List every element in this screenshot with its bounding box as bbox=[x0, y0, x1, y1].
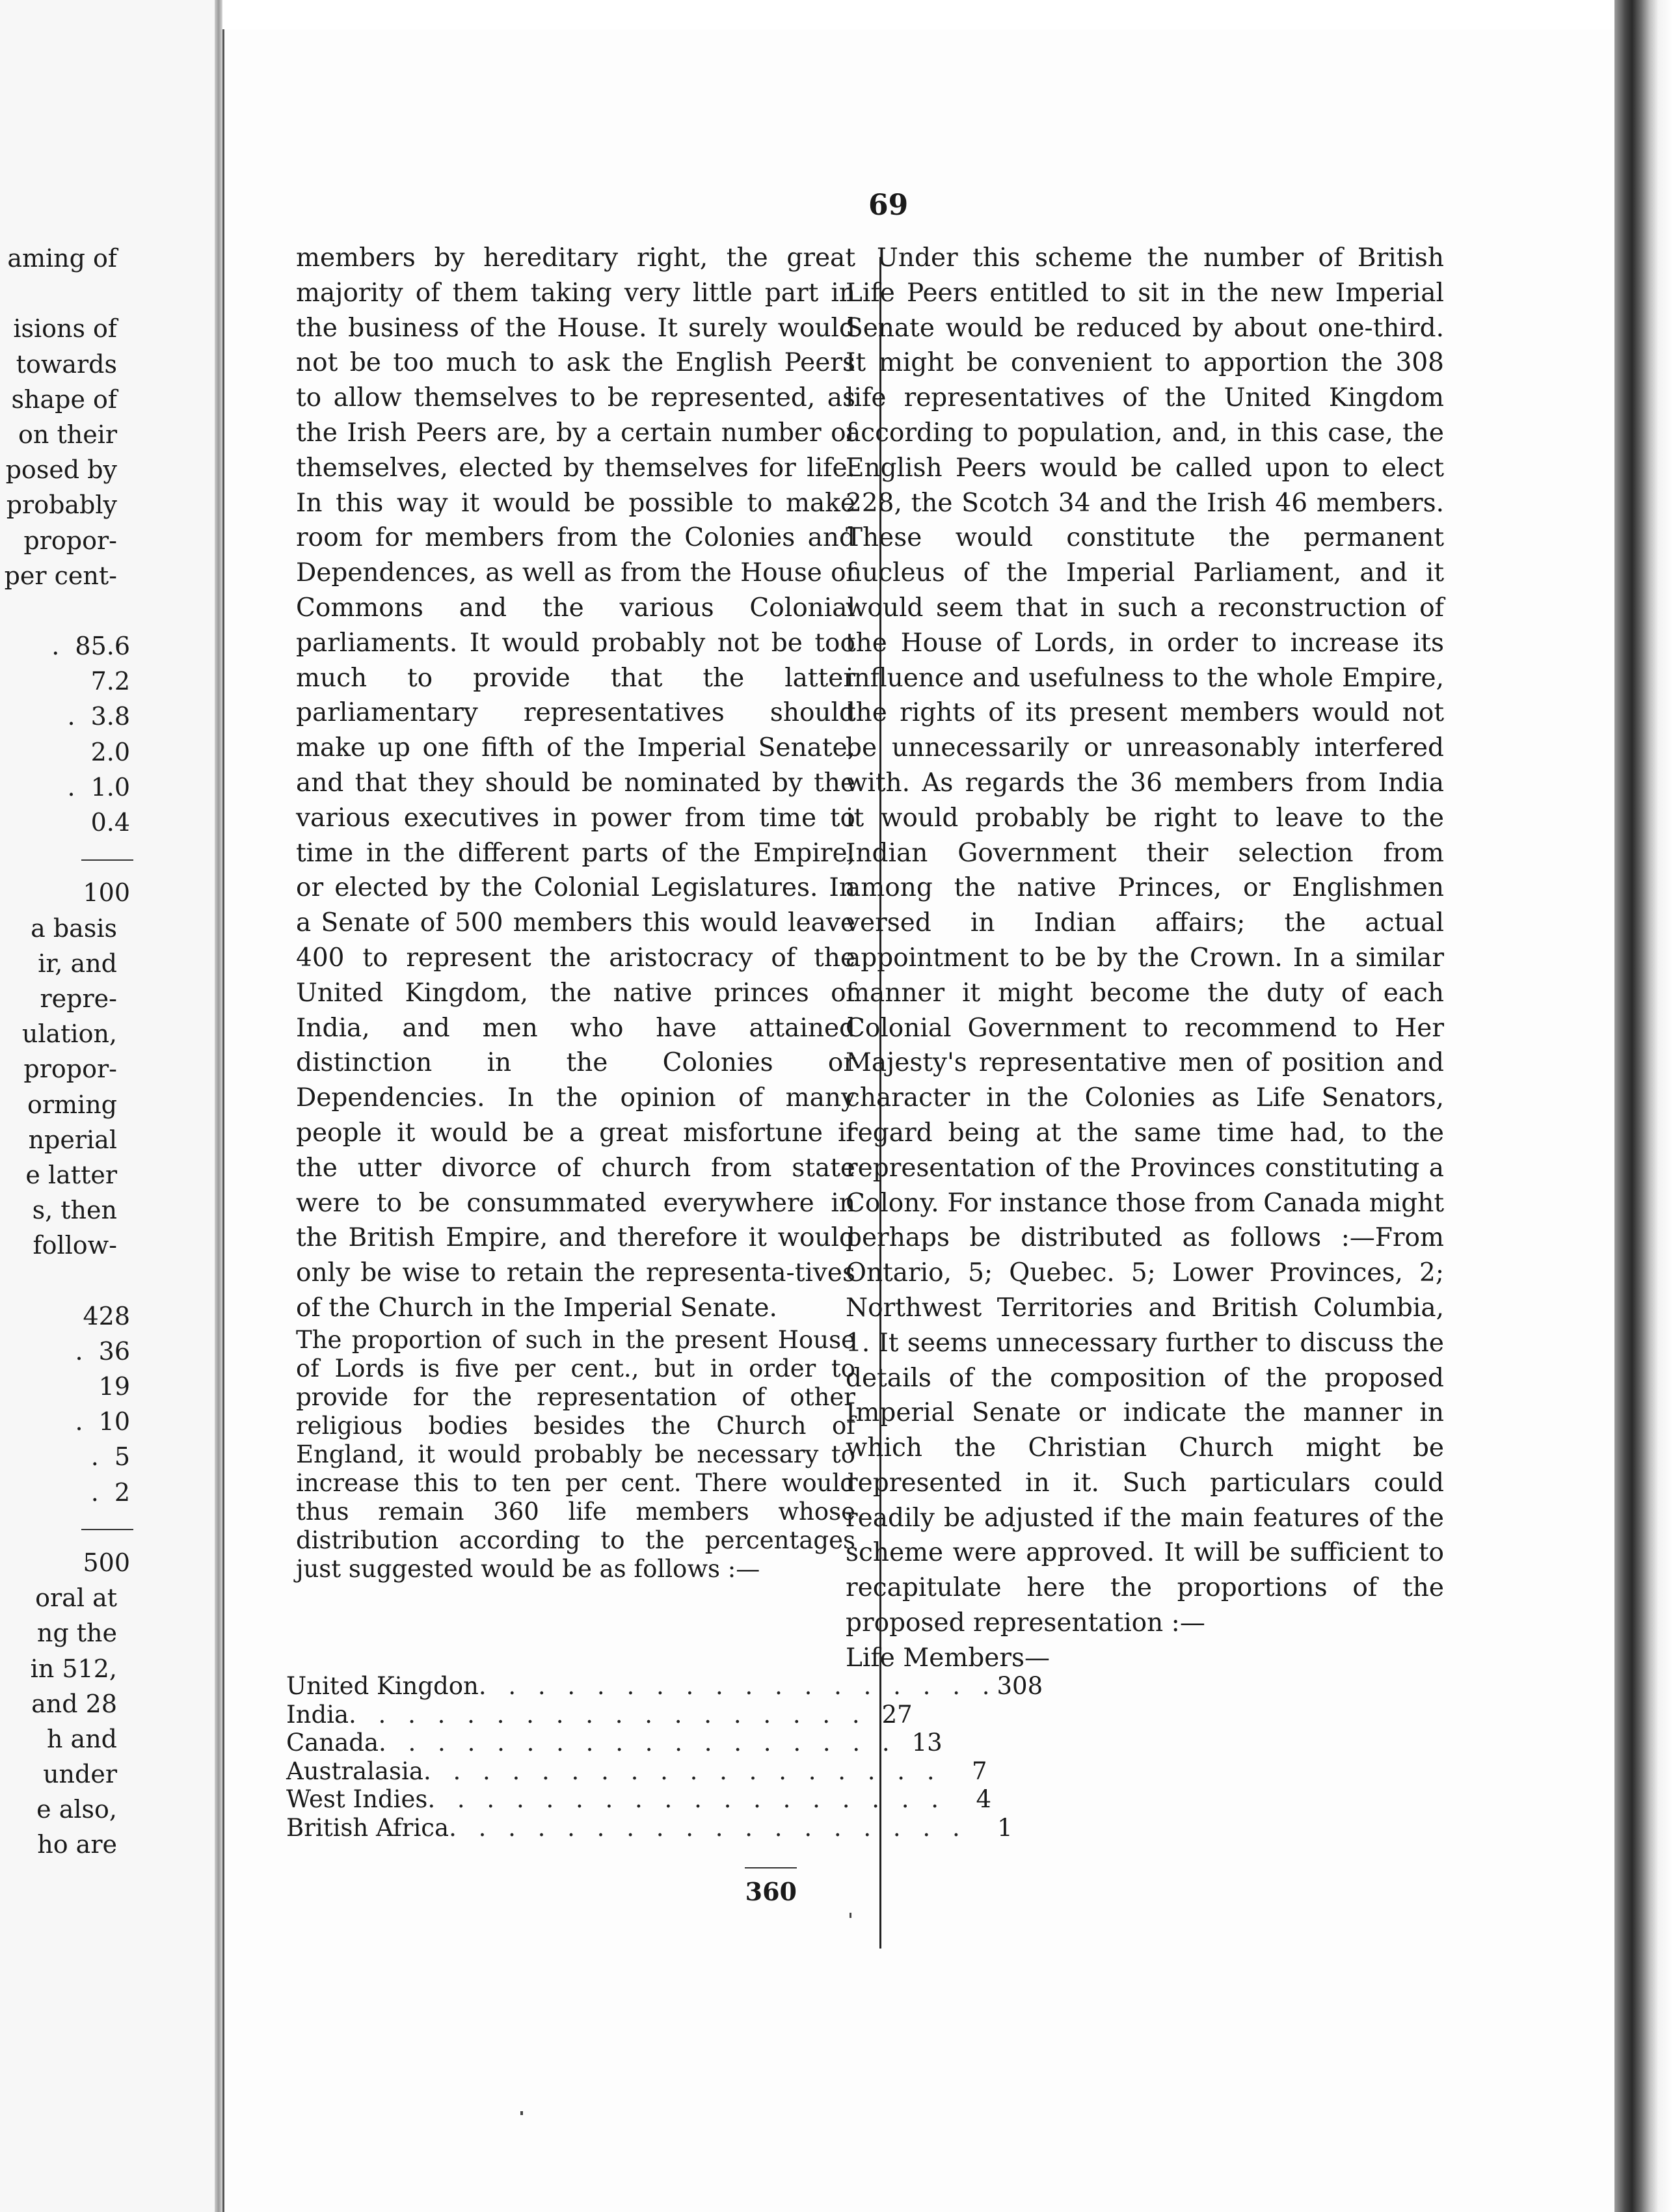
table-row-name: British Africa bbox=[286, 1813, 449, 1842]
table-row-name: Canada bbox=[286, 1729, 379, 1757]
table-row-value: 1 bbox=[997, 1813, 1013, 1842]
left-paragraph-1: members by hereditary right, the great majority of them taking very little part in the business of the House. It surely would not be too much to ask the English Peers to allow themselves to be represented, as the Irish Peers are, by a certain number of themselves, elected by themselves for life. In this way it would be possible to make room for members from the Colonies and Dependences, as well as from the House of Commons and the various Colonial parliaments. It would probably not be too much to provide that the latter parliamentary representatives should make up one fifth of the Imperial Senate, and that they should be nominated by the various executives in power from time to time in the different parts of the Empire, or elected by the Colonial Legislatures. In a Senate of 500 members this would leave 400 to represent the aristocracy of the United Kingdom, the native princes of India, and men who have attained distinction in the Colonies or Dependencies. In the opinion of many people it would be a great misfortune if the utter divorce of church from state were to be consummated everywhere in the British Empire, and therefore it would only be wise to retain the representa-tives of the Church in the Imperial Senate. bbox=[296, 243, 855, 1323]
table-row bbox=[286, 1785, 992, 1814]
previous-page-line bbox=[0, 628, 215, 664]
previous-page-line: orming bbox=[27, 1090, 117, 1119]
leader-dot: . bbox=[90, 1442, 99, 1472]
leader-dots: . . . . . . . . . . . . . . . . . . bbox=[427, 1785, 946, 1814]
senate-distribution-table bbox=[286, 1672, 1043, 1842]
leader-dot: . bbox=[75, 1407, 83, 1436]
previous-page-value: 5 bbox=[114, 1442, 130, 1472]
table-row bbox=[286, 1757, 987, 1786]
leader-dots: . . . . . . . . . . . . . . . . . . bbox=[379, 1729, 897, 1757]
leader-dots: . . . . . . . . . . . . . . . . . . bbox=[349, 1700, 867, 1729]
previous-page-line bbox=[0, 1510, 215, 1545]
previous-page-line: oral at bbox=[35, 1584, 117, 1613]
previous-page-line bbox=[0, 840, 215, 875]
life-members-heading: Life Members— bbox=[846, 1643, 1050, 1673]
previous-page-line bbox=[0, 276, 215, 311]
previous-page-line: 2.0 bbox=[90, 737, 130, 766]
previous-page-line: shape of bbox=[11, 384, 117, 414]
leader-dots: . . . . . . . . . . . . . . . . . . bbox=[478, 1672, 997, 1700]
previous-page-line: propor- bbox=[23, 526, 117, 555]
table-row-name: India bbox=[286, 1700, 349, 1729]
previous-page-line: probably bbox=[6, 491, 117, 520]
leader-dot: . bbox=[67, 772, 75, 802]
table-row-name: United Kingdon bbox=[286, 1672, 479, 1700]
previous-page-line bbox=[0, 1404, 215, 1439]
previous-page-line: 19 bbox=[98, 1372, 130, 1401]
table-row-name: West Indies bbox=[286, 1785, 428, 1814]
left-paragraph-2: The proportion of such in the present House of Lords is five per cent., but in order to provide for the representation of other religious bodies besides the Church of England, it would probably be necessary to increase this to ten per cent. There would thus remain 360 life members whose distribution according to the percentages just suggested would be as follows :— bbox=[296, 1325, 855, 1583]
previous-page-line: 7.2 bbox=[90, 667, 130, 696]
previous-page-line: 100 bbox=[83, 878, 130, 908]
previous-page-line bbox=[0, 1334, 215, 1369]
table-total-rule bbox=[745, 1867, 797, 1868]
previous-page-line: ulation, bbox=[21, 1019, 117, 1049]
previous-page-line: ir, and bbox=[38, 949, 117, 978]
previous-page-line bbox=[0, 1439, 215, 1474]
previous-page-line: e also, bbox=[36, 1795, 117, 1824]
previous-page-line: aming of bbox=[7, 244, 117, 273]
right-paragraph-1: Under this scheme the number of British Life Peers entitled to sit in the new Imperial Senate would be reduced by about one-third. It might be convenient to apportion the 308 life representatives of the United Kingdom according to population, and, in this case, the English Peers would be called upon to elect 228, the Scotch 34 and the Irish 46 members. These would constitute the permanent nucleus of the Imperial Parliament, and it would seem that in such a reconstruction of the House of Lords, in order to increase its influence and usefulness to the whole Empire, the rights of its present members would not be unnecessarily or unreasonably interfered with. As regards the 36 members from India it would probably be right to leave to the Indian Government their selection from among the native Princes, or Englishmen versed in Indian affairs; the actual appointment to be by the Crown. In a similar manner it might become the duty of each Colonial Government to recommend to Her Majesty's representative men of position and character in the Colonies as Life Senators, regard being at the same time had, to the representation of the Provinces constituting a Colony. For instance those from Canada might perhaps be distributed as follows :—From Ontario, 5; Quebec. 5; Lower Provinces, 2; Northwest Territories and British Columbia, 1. It seems unnecessary further to discuss the details of the composition of the proposed Imperial Senate or indicate the manner in which the Christian Church might be represented in it. Such particulars could readily be adjusted if the main features of the scheme were approved. It will be sufficient to recapitulate here the proportions of the proposed representation :— bbox=[846, 243, 1444, 1638]
table-row-value: 27 bbox=[881, 1700, 913, 1729]
leader-dot: . bbox=[90, 1477, 99, 1507]
previous-page-line bbox=[0, 699, 215, 734]
previous-page-value: 1.0 bbox=[90, 772, 130, 802]
previous-page-line bbox=[0, 1475, 215, 1510]
previous-page-line: isions of bbox=[13, 314, 117, 344]
left-column bbox=[296, 241, 855, 1584]
table-row-value: 7 bbox=[972, 1757, 987, 1785]
table-total: 360 bbox=[745, 1877, 797, 1906]
table-row bbox=[286, 1813, 1013, 1842]
previous-page-line: propor- bbox=[23, 1055, 117, 1084]
table-row-value: 13 bbox=[911, 1729, 943, 1757]
previous-page-line: follow- bbox=[33, 1231, 117, 1260]
print-speck bbox=[520, 2111, 523, 2115]
rule-line bbox=[81, 859, 133, 861]
previous-page-fragment bbox=[0, 0, 222, 2212]
previous-page-line: and 28 bbox=[31, 1689, 117, 1718]
page-edge bbox=[215, 0, 222, 2212]
previous-page-line: posed by bbox=[5, 455, 117, 485]
previous-page-value: 10 bbox=[98, 1407, 130, 1436]
previous-page-line: e latter bbox=[25, 1160, 117, 1189]
previous-page-value: 36 bbox=[98, 1336, 130, 1366]
previous-page-line: h and bbox=[46, 1724, 117, 1753]
previous-page-line: towards bbox=[16, 349, 117, 379]
previous-page-line: a basis bbox=[31, 913, 117, 943]
previous-page-value: 3.8 bbox=[90, 702, 130, 731]
leader-dots: . . . . . . . . . . . . . . . . . . bbox=[423, 1757, 942, 1785]
print-speck bbox=[850, 1913, 851, 1918]
previous-page-value: 85.6 bbox=[75, 632, 130, 661]
previous-page-line: repre- bbox=[40, 984, 117, 1013]
previous-page-line: s, then bbox=[32, 1196, 117, 1225]
previous-page-line: 0.4 bbox=[90, 808, 130, 837]
previous-page-line: under bbox=[43, 1760, 117, 1789]
table-row-name: Australasia bbox=[286, 1757, 423, 1785]
previous-page-line bbox=[0, 1263, 215, 1298]
previous-page-value: 2 bbox=[114, 1477, 130, 1507]
table-row bbox=[286, 1729, 943, 1757]
previous-page-line: ng the bbox=[36, 1619, 117, 1648]
previous-page-line: 500 bbox=[83, 1548, 130, 1577]
leader-dot: . bbox=[51, 632, 60, 661]
previous-page-line: nperial bbox=[28, 1125, 117, 1154]
previous-page-line: per cent- bbox=[4, 561, 117, 590]
table-row bbox=[286, 1700, 913, 1729]
previous-page-text bbox=[0, 241, 215, 1863]
leader-dot: . bbox=[75, 1336, 83, 1366]
table-row bbox=[286, 1672, 1043, 1701]
book-binding bbox=[1614, 0, 1673, 2212]
previous-page-line: 428 bbox=[83, 1301, 130, 1330]
previous-page-line: on their bbox=[18, 420, 117, 449]
rule-line bbox=[81, 1529, 133, 1530]
right-column bbox=[846, 241, 1444, 1676]
table-row-value: 4 bbox=[976, 1785, 992, 1814]
table-row-value: 308 bbox=[997, 1672, 1043, 1700]
previous-page-line: in 512, bbox=[30, 1654, 117, 1683]
previous-page-line: ho are bbox=[37, 1830, 117, 1859]
page-number: 69 bbox=[868, 189, 909, 222]
previous-page-line bbox=[0, 770, 215, 805]
leader-dots: . . . . . . . . . . . . . . . . . . bbox=[449, 1813, 967, 1842]
previous-page-line bbox=[0, 593, 215, 628]
leader-dot: . bbox=[67, 702, 75, 731]
